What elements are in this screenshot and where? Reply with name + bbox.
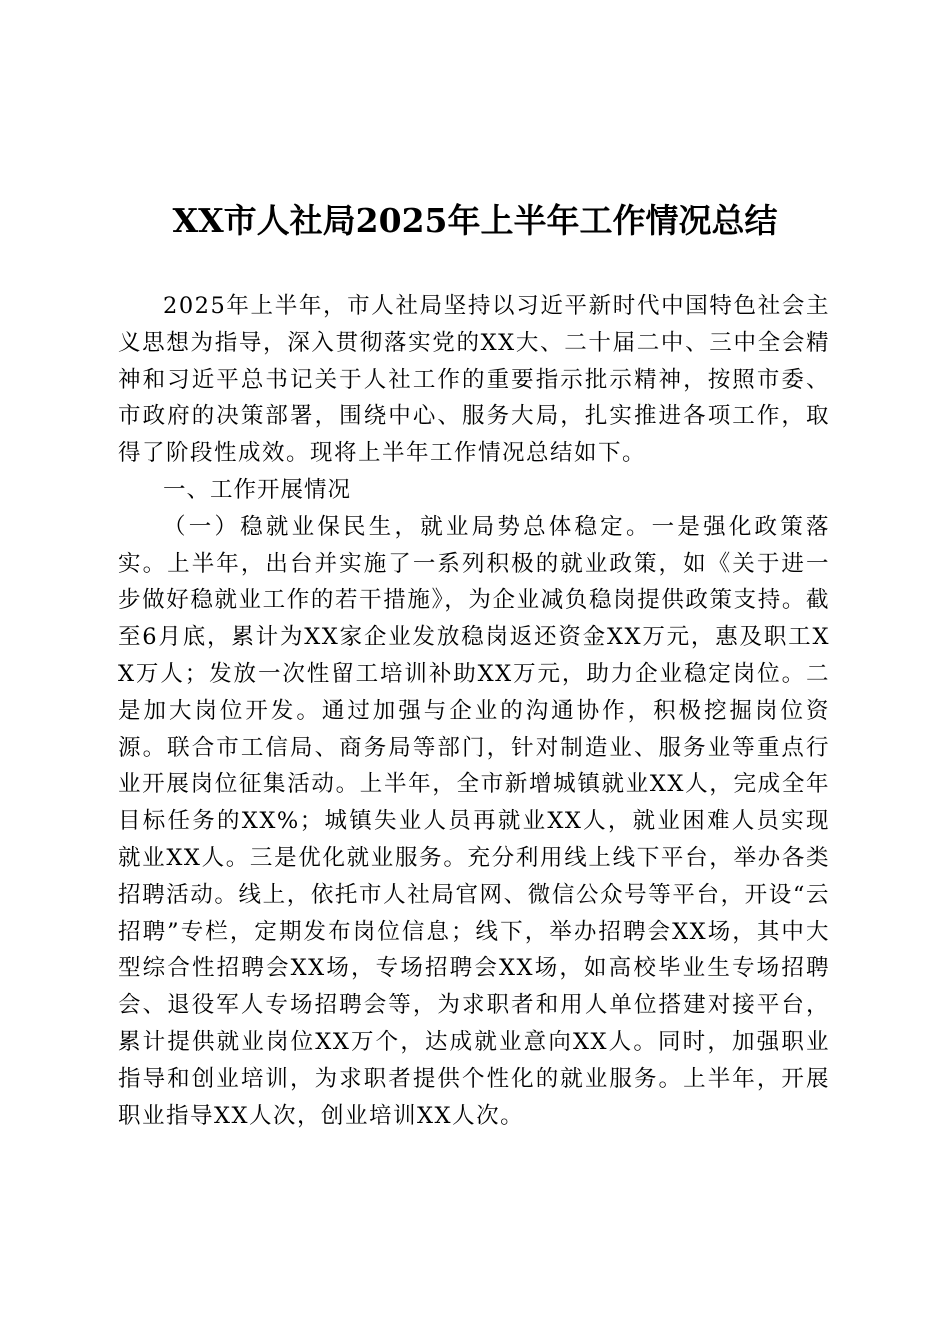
section-heading: 一、工作开展情况 [163, 476, 352, 503]
document-body [118, 288, 830, 1134]
intro-paragraph: 2025年上半年，市人社局坚持以习近平新时代中国特色社会主义思想为指导，深入贯彻落实党的XX大、二十届二中、三中全会精神和习近平总书记关于人社工作的重要指示批示精神，按照市委、市政府的决策部署，围绕中心、服务大局，扎实推进各项工作，取得了阶段性成效。现将上半年工作情况总结如下。 [118, 293, 830, 467]
section-paragraph: （一）稳就业保民生，就业局势总体稳定。一是强化政策落实。上半年，出台并实施了一系列积极的就业政策，如《关于进一步做好稳就业工作的若干措施》，为企业减负稳岗提供政策支持。截至6月底，累计为XX家企业发放稳岗返还资金XX万元，惠及职工XX万人；发放一次性留工培训补助XX万元，助力企业稳定岗位。二是加大岗位开发。通过加强与企业的沟通协作，积极挖掘岗位资源。联合市工信局、商务局等部门，针对制造业、服务业等重点行业开展岗位征集活动。上半年，全市新增城镇就业XX人，完成全年目标任务的XX%；城镇失业人员再就业XX人，就业困难人员实现就业XX人。三是优化就业服务。充分利用线上线下平台，举办各类招聘活动。线上，依托市人社局官网、微信公众号等平台，开设“云招聘”专栏，定期发布岗位信息；线下，举办招聘会XX场，其中大型综合性招聘会XX场，专场招聘会XX场，如高校毕业生专场招聘会、退役军人专场招聘会等，为求职者和用人单位搭建对接平台，累计提供就业岗位XX万个，达成就业意向XX人。同时，加强职业指导和创业培训，为求职者提供个性化的就业服务。上半年，开展职业指导XX人次，创业培训XX人次。 [118, 513, 830, 1129]
document-title: XX市人社局2025年上半年工作情况总结 [172, 201, 778, 240]
